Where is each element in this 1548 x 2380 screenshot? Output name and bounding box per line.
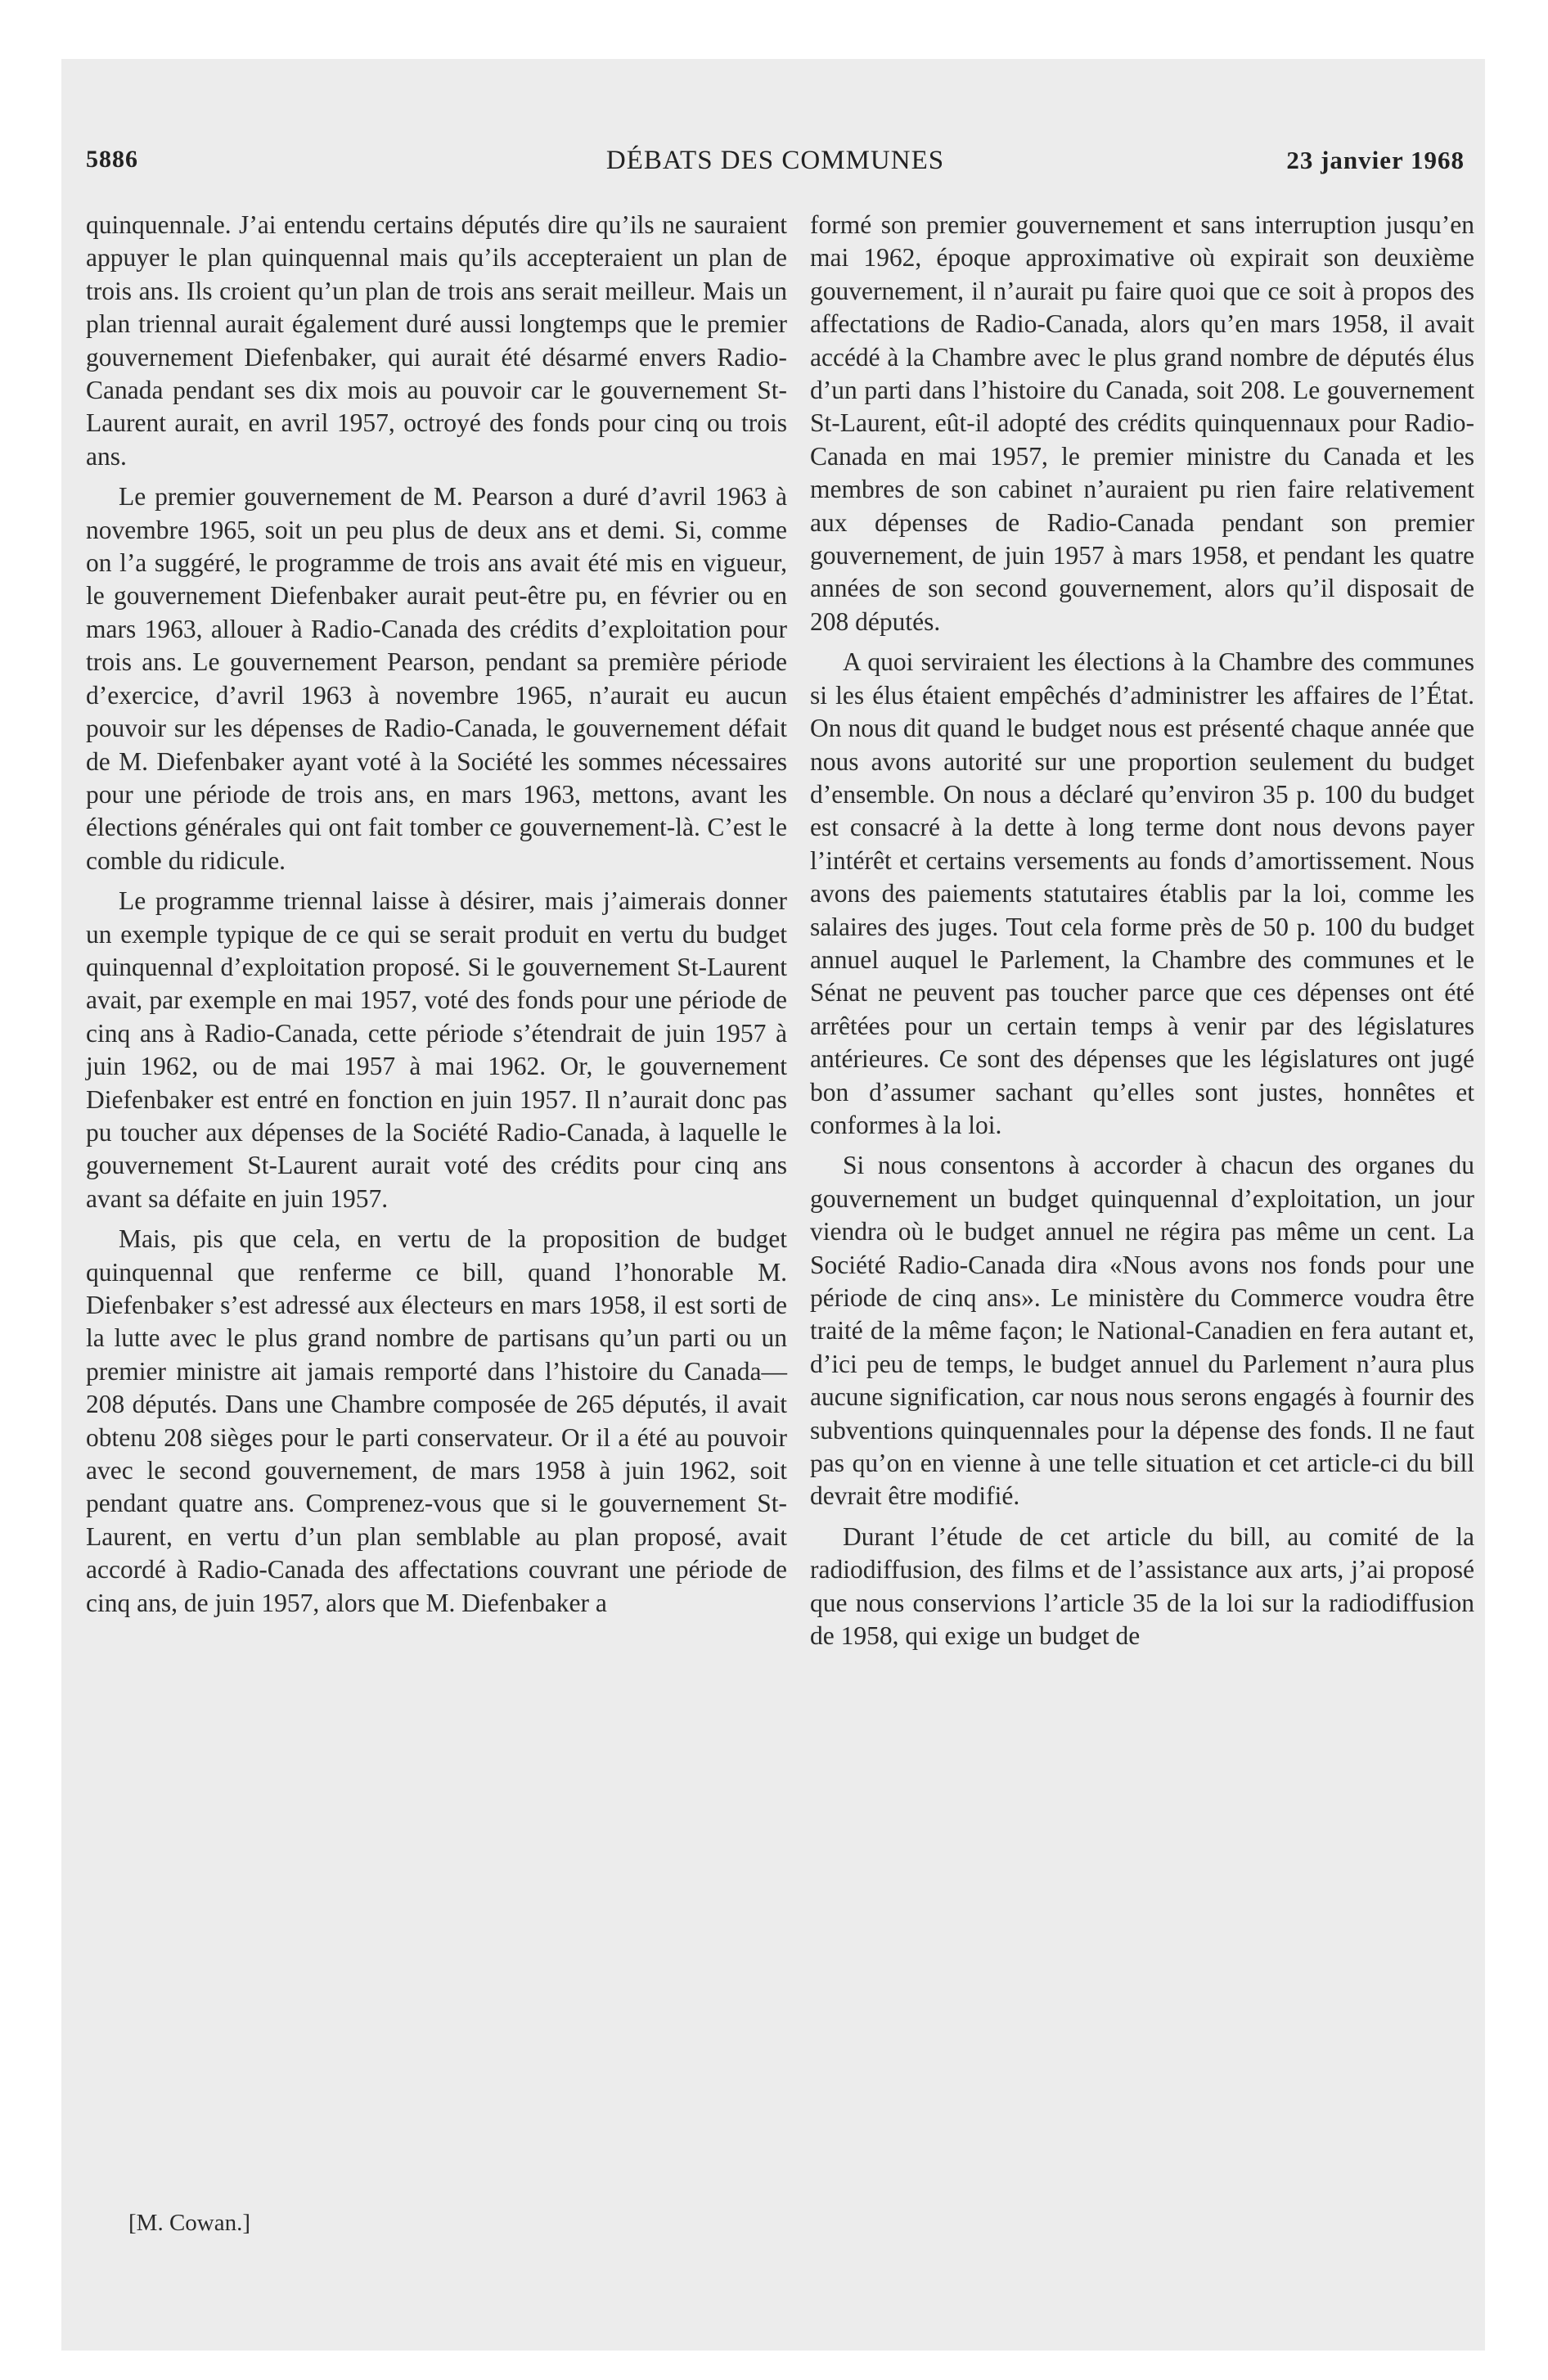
paragraph: A quoi serviraient les élections à la Chambre des communes si les élus étaient empêchés d’administrer les affaires de l’État. On nous dit quand le budget nous est présenté chaque année que nous avons autorité sur une proportion seulement du budget d’ensemble. On nous a déclaré qu’environ 35 p. 100 du budget est consacré à la dette à long terme dont nous devons payer l’intérêt et certains versements au fonds d’amortissement. Nous avons des paiements statutaires établis par la loi, comme les salaires des juges. Tout cela forme près de 50 p. 100 du budget annuel auquel le Parlement, la Chambre des communes et le Sénat ne peuvent pas toucher parce que ces dépenses ont été arrêtées pour un certain temps à venir par des législatures antérieures. Ce sont des dépenses que les législatures ont jugé bon d’assumer sachant qu’elles sont justes, honnêtes et conformes à la loi.	[810, 647, 1474, 1139]
paragraph: quinquennale. J’ai entendu certains députés dire qu’ils ne sauraient appuyer le plan quinquennal mais qu’ils accepteraient un plan de trois ans. Ils croient qu’un plan de trois ans serait meilleur. Mais un plan triennal aurait également duré aussi longtemps que le premier gouvernement Diefenbaker, qui aurait été désarmé envers Radio-Canada pendant ses dix mois au pouvoir car le gouvernement St-Laurent aurait, en avril 1957, octroyé des fonds pour cinq ou trois ans.	[86, 210, 787, 471]
paragraph: formé son premier gouvernement et sans interruption jusqu’en mai 1962, époque approximative où expirait son deuxième gouvernement, il n’aurait pu faire quoi que ce soit à propos des affectations de Radio-Canada, alors qu’en mars 1958, il avait accédé à la Chambre avec le plus grand nombre de députés élus d’un parti dans l’histoire du Canada, soit 208. Le gouvernement St-Laurent, eût-il adopté des crédits quinquennaux pour Radio-Canada en mai 1957, le premier ministre du Canada et les membres de son cabinet n’auraient pu rien faire relativement aux dépenses de Radio-Canada pendant son premier gouvernement, de juin 1957 à mars 1958, et pendant les quatre années de son second gouvernement, alors qu’il disposait de 208 députés.	[810, 210, 1474, 636]
speaker-note: [M. Cowan.]	[128, 2210, 251, 2236]
page-number: 5886	[86, 146, 138, 173]
page-date: 23 janvier 1968	[1286, 146, 1465, 174]
paragraph: Le programme triennal laisse à désirer, mais j’aimerais donner un exemple typique de ce qui se serait produit en vertu du budget quinquennal d’exploitation proposé. Si le gouvernement St-Laurent avait, par exemple en mai 1957, voté des fonds pour une période de cinq ans à Radio-Canada, cette période s’étendrait de juin 1957 à juin 1962, ou de mai 1957 à mai 1962. Or, le gouvernement Diefenbaker est entré en fonction en juin 1957. Il n’aurait donc pas pu toucher aux dépenses de la Société Radio-Canada, à laquelle le gouvernement St-Laurent aurait voté des crédits pour cinq ans avant sa défaite en juin 1957.	[86, 886, 787, 1213]
left-column	[86, 209, 787, 1627]
page-title: DÉBATS DES COMMUNES	[605, 146, 945, 175]
page-header	[86, 146, 1465, 187]
paragraph: Si nous consentons à accorder à chacun des organes du gouvernement un budget quinquennal d’exploitation, un jour viendra où le budget annuel ne régira pas même un cent. La Société Radio-Canada dira «Nous avons nos fonds pour une période de cinq ans». Le ministère du Commerce voudra être traité de la même façon; le National-Canadien en fera autant et, d’ici peu de temps, le budget annuel du Parlement n’aura plus aucune signification, car nous nous serons engagés à fournir des subventions quinquennales pour la dépense des fonds. Il ne faut pas qu’on en vienne à une telle situation et cet article-ci du bill devrait être modifié.	[810, 1151, 1474, 1511]
paragraph: Mais, pis que cela, en vertu de la proposition de budget quinquennal que renferme ce bill, quand l’honorable M. Diefenbaker s’est adressé aux électeurs en mars 1958, il est sorti de la lutte avec le plus grand nombre de partisans qu’un parti ou un premier ministre ait jamais remporté dans l’histoire du Canada—208 députés. Dans une Chambre composée de 265 députés, il avait obtenu 208 sièges pour le parti conservateur. Or il a été au pouvoir avec le second gouvernement, de mars 1958 à juin 1962, soit pendant quatre ans. Comprenez-vous que si le gouvernement St-Laurent, en vertu d’un plan semblable au plan proposé, avait accordé à Radio-Canada des affectations couvrant une période de cinq ans, de juin 1957, alors que M. Diefenbaker a	[86, 1224, 787, 1617]
right-column	[810, 209, 1474, 1660]
paragraph: Le premier gouvernement de M. Pearson a duré d’avril 1963 à novembre 1965, soit un peu plus de deux ans et demi. Si, comme on l’a suggéré, le programme de trois ans avait été mis en vigueur, le gouvernement Diefenbaker aurait peut-être pu, en février ou en mars 1963, allouer à Radio-Canada des crédits d’exploitation pour trois ans. Le gouvernement Pearson, pendant sa première période d’exercice, d’avril 1963 à novembre 1965, n’aurait eu aucun pouvoir sur les dépenses de Radio-Canada, le gouvernement défait de M. Diefenbaker ayant voté à la Société les sommes nécessaires pour une période de trois ans, en mars 1963, mettons, avant les élections générales qui ont fait tomber ce gouvernement-là. C’est le comble du ridicule.	[86, 482, 787, 875]
paragraph: Durant l’étude de cet article du bill, au comité de la radiodiffusion, des films et de l’assistance aux arts, j’ai proposé que nous conservions l’article 35 de la loi sur la radiodiffusion de 1958, qui exige un budget de	[810, 1521, 1474, 1651]
